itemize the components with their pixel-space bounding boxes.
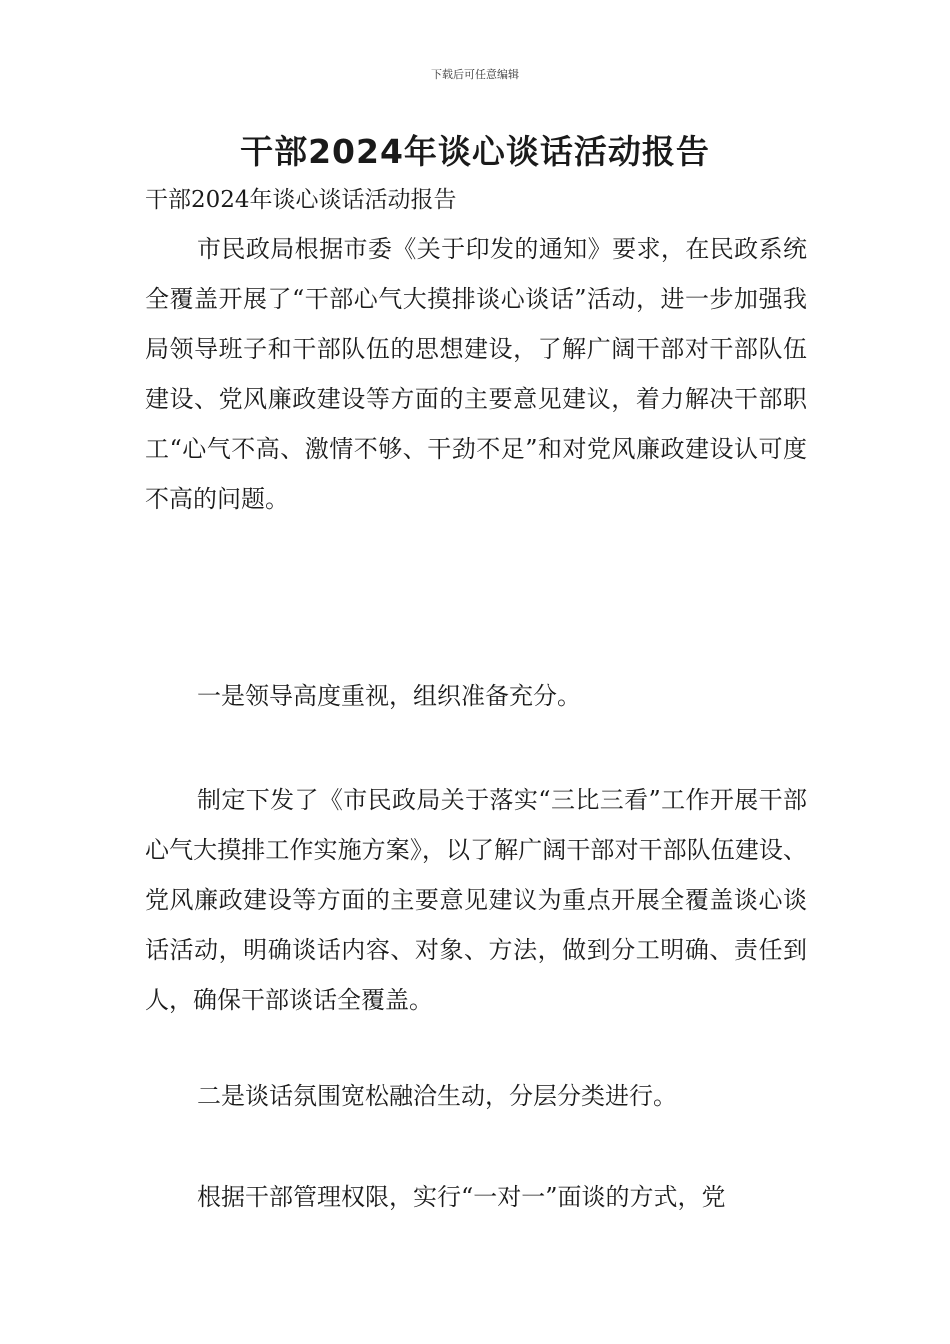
header-note: 下载后可任意编辑	[431, 68, 519, 81]
paragraph-plan: 制定下发了《市民政局关于落实“三比三看”工作开展干部心气大摸排工作实施方案》，以了解广阔干部对干部队伍建设、党风廉政建设等方面的主要意见建议为重点开展全覆盖谈心谈话活动，明确谈话内容、对象、方法，做到分工明确、责任到人，确保干部谈话全覆盖。	[145, 786, 807, 1014]
document-title: 干部2024年谈心谈话活动报告	[240, 132, 710, 171]
paragraph-intro: 市民政局根据市委《关于印发的通知》要求，在民政系统全覆盖开展了“干部心气大摸排谈心谈话”活动，进一步加强我局领导班子和干部队伍的思想建设，了解广阔干部对干部队伍建设、党风廉政建设等方面的主要意见建议，着力解决干部职工“心气不高、激情不够、干劲不足”和对党风廉政建设认可度不高的问题。	[145, 235, 807, 513]
paragraph-method: 根据干部管理权限，实行“一对一”面谈的方式，党	[197, 1183, 726, 1211]
paragraph-heading-one: 一是领导高度重视，组织准备充分。	[197, 682, 581, 710]
document-subtitle: 干部2024年谈心谈话活动报告	[145, 187, 457, 213]
paragraph-heading-two: 二是谈话氛围宽松融洽生动，分层分类进行。	[197, 1082, 677, 1110]
